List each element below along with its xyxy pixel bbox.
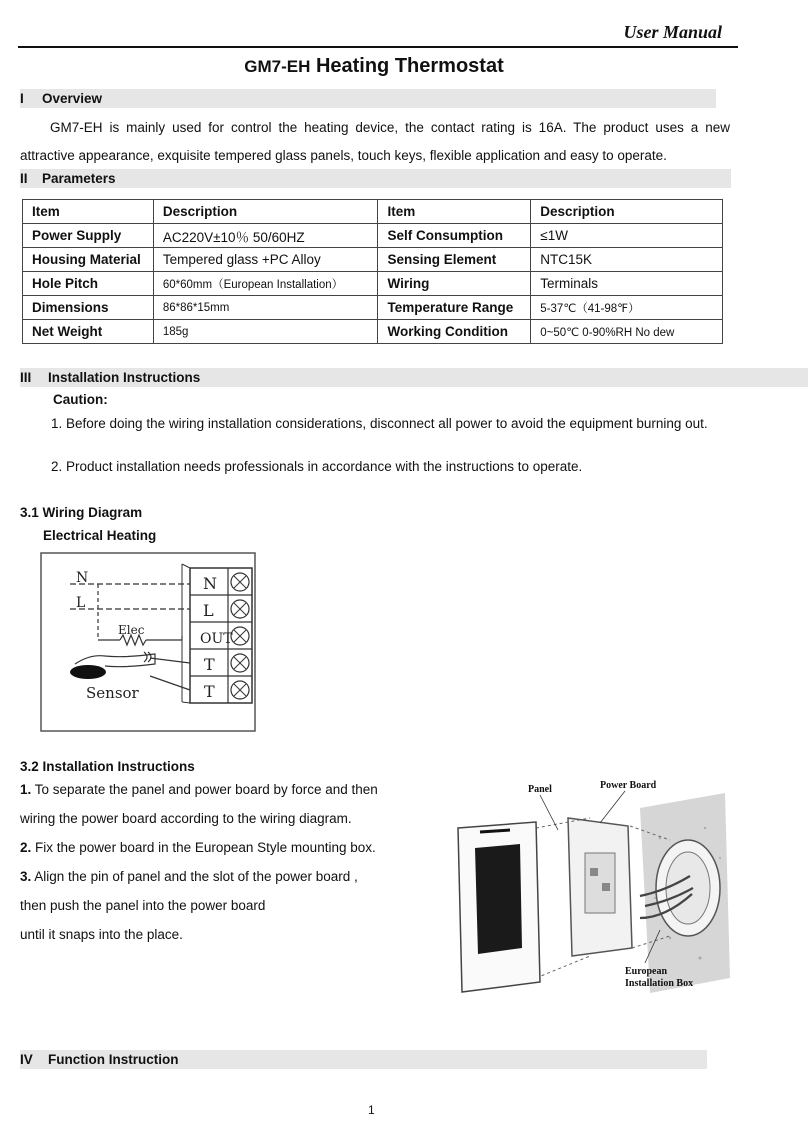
- table-cell: Sensing Element: [378, 248, 531, 272]
- terminal-label: T: [204, 655, 215, 674]
- section-installation-heading: [20, 368, 808, 387]
- table-cell: Dimensions: [23, 296, 154, 320]
- panel-screen: [475, 844, 522, 954]
- wiring-diagram-subheading: Electrical Heating: [43, 528, 157, 543]
- table-cell: Temperature Range: [378, 296, 531, 320]
- install-step-2: [20, 833, 376, 862]
- power-board-label: Power Board: [600, 780, 657, 791]
- terminal-label: N: [203, 574, 217, 593]
- table-header-cell: Item: [378, 200, 531, 224]
- table-cell: ≤1W: [531, 224, 723, 248]
- step-text: Fix the power board in the European Style mounting box.: [35, 840, 376, 855]
- table-cell: Terminals: [531, 272, 723, 296]
- table-header-cell: Description: [531, 200, 723, 224]
- table-header-row: [23, 200, 723, 224]
- load-label: Elec: [118, 623, 145, 637]
- step-text: To separate the panel and power board by force and then: [34, 782, 378, 797]
- step-text-continued: then push the panel into the power board: [20, 898, 266, 913]
- parameters-table: [22, 199, 723, 344]
- table-cell: Tempered glass +PC Alloy: [153, 248, 378, 272]
- box-label-line-1: European: [625, 966, 668, 977]
- header-rule: [18, 46, 738, 48]
- section-title: Overview: [42, 91, 103, 106]
- panel-label: Panel: [528, 784, 552, 795]
- section-number: II: [20, 171, 28, 186]
- step-text-continued: wiring the power board according to the wiring diagram.: [20, 811, 352, 826]
- installation-illustration: [440, 778, 730, 998]
- table-cell: NTC15K: [531, 248, 723, 272]
- table-row: [23, 320, 723, 344]
- overview-text: GM7-EH is mainly used for control the heating device, the contact rating is 16A. The product uses a new attractive appearance, exquisite tempered glass panels, touch keys, flexible application and easy to operate.: [20, 120, 730, 163]
- section-function-heading: [20, 1050, 707, 1069]
- table-row: [23, 248, 723, 272]
- box-label-line-2: Installation Box: [625, 978, 694, 989]
- step-number: 1.: [20, 782, 32, 797]
- table-cell: Working Condition: [378, 320, 531, 344]
- terminal-label: OUT: [200, 631, 233, 647]
- table-cell: 0~50℃ 0-90%RH No dew: [531, 320, 723, 344]
- wiring-diagram-heading: 3.1 Wiring Diagram: [20, 505, 143, 520]
- section-overview-heading: [20, 89, 716, 108]
- install-step-1: [20, 775, 378, 804]
- section-number: III: [20, 370, 32, 385]
- table-row: [23, 296, 723, 320]
- section-title: Parameters: [42, 171, 116, 186]
- step-number: 2.: [20, 840, 32, 855]
- terminal-label: T: [204, 682, 215, 701]
- terminal-label: L: [203, 601, 214, 620]
- line-label-n: N: [76, 570, 89, 586]
- wiring-diagram: [40, 552, 256, 732]
- table-cell: 60*60mm（European Installation）: [153, 272, 378, 296]
- title-model-code: GM7-EH: [244, 57, 311, 76]
- title-text: Heating Thermostat: [315, 55, 504, 77]
- table-cell: Self Consumption: [378, 224, 531, 248]
- table-cell: Hole Pitch: [23, 272, 154, 296]
- document-title: [0, 55, 748, 78]
- caution-item-1: [20, 413, 725, 435]
- table-cell: Wiring: [378, 272, 531, 296]
- install-steps-heading: 3.2 Installation Instructions: [20, 759, 195, 774]
- step-text-continued: until it snaps into the place.: [20, 927, 183, 942]
- section-number: IV: [20, 1052, 33, 1067]
- table-cell: Net Weight: [23, 320, 154, 344]
- table-header-cell: Item: [23, 200, 154, 224]
- section-parameters-heading: [20, 169, 731, 188]
- manual-label: User Manual: [623, 22, 722, 42]
- page-number: 1: [368, 1103, 375, 1117]
- section-title: Installation Instructions: [48, 370, 201, 385]
- table-row: [23, 272, 723, 296]
- section-number: I: [20, 91, 24, 106]
- caution-text-2: 2. Product installation needs professionals in accordance with the instructions to operate.: [51, 459, 583, 474]
- table-row: [23, 224, 723, 248]
- overview-paragraph: [20, 114, 730, 170]
- caution-text-1: 1. Before doing the wiring installation considerations, disconnect all power to avoid the equipment burning out.: [51, 416, 708, 431]
- step-number: 3.: [20, 869, 32, 884]
- table-cell: 185g: [153, 320, 378, 344]
- step-text: Align the pin of panel and the slot of the power board ,: [34, 869, 358, 884]
- install-step-3: [20, 862, 358, 891]
- table-cell: 86*86*15mm: [153, 296, 378, 320]
- caution-label: Caution:: [53, 392, 108, 407]
- table-cell: Housing Material: [23, 248, 154, 272]
- table-header-cell: Description: [153, 200, 378, 224]
- line-label-l: L: [76, 595, 86, 611]
- table-cell: AC220V±10％ 50/60HZ: [153, 224, 378, 248]
- table-cell: Power Supply: [23, 224, 154, 248]
- sensor-probe: [70, 665, 106, 679]
- section-title: Function Instruction: [48, 1052, 179, 1067]
- sensor-label: Sensor: [86, 684, 139, 702]
- table-cell: 5-37℃（41-98℉）: [531, 296, 723, 320]
